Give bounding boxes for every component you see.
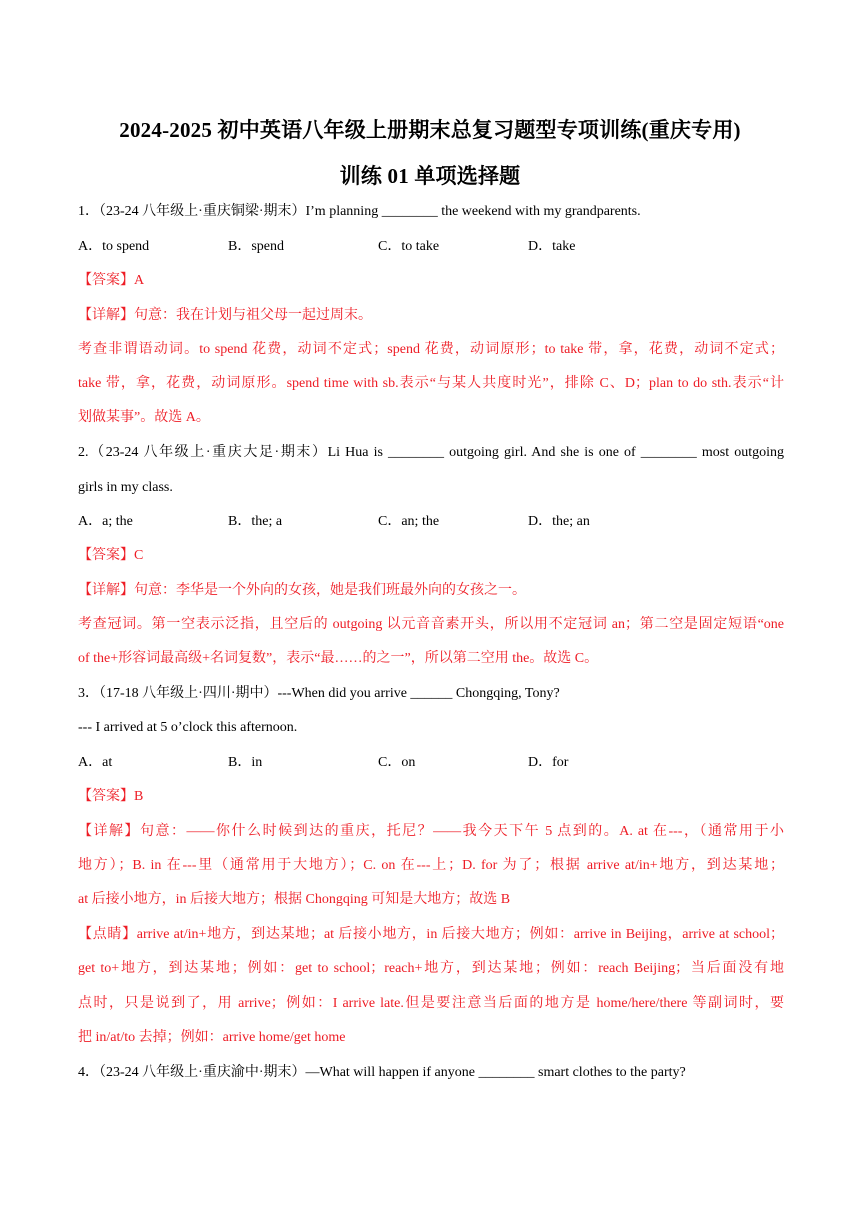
answer-2: 【答案】C [78,548,144,563]
explanation-2-line-2: 考查冠词。第一空表示泛指，且空后的 outgoing 以元音音素开头，所以用不定冠词 an；第二空是固定短语“one [78,617,784,632]
option-b: B．spend [228,239,284,254]
explanation-3-line-2: 地方）；B. in 在---里（通常用于大地方）；C. on 在---上；D. for 为了；根据 arrive at/in+地方，到达某地； [78,858,784,873]
explanation-3-line-3: at 后接小地方，in 后接大地方；根据 Chongqing 可知是大地方；故选 B [78,892,511,907]
option-b: B．in [228,755,263,770]
question-2-stem-line-1: 2.（23-24 八年级上·重庆大足·期末）Li Hua is ________ outgoing girl. And she is one of ________ most outgoing [78,445,784,460]
note-3-line-1: 【点睛】arrive at/in+地方，到达某地；at 后接小地方，in 后接大地方；例如：arrive in Beijing，arrive at school； [78,927,784,942]
question-4-stem: 4．（23-24 八年级上·重庆渝中·期末）—What will happen if anyone ________ smart clothes to the party? [78,1065,686,1080]
question-3-stem-line-1: 3．（17-18 八年级上·四川·期中）---When did you arrive ______ Chongqing, Tony? [78,686,560,701]
option-a: A．a; the [78,514,133,529]
option-c: C．on [378,755,416,770]
question-2-stem-line-2: girls in my class. [78,480,173,495]
document-subtitle: 训练 01 单项选择题 [339,164,521,188]
question-1-stem: 1．（23-24 八年级上·重庆铜梁·期末）I’m planning ________ the weekend with my grandparents. [78,204,641,219]
explanation-3-line-1: 【详解】句意：——你什么时候到达的重庆，托尼？——我今天下午 5 点到的。A. at 在---，（通常用于小 [78,824,784,839]
explanation-2-line-1: 【详解】句意：李华是一个外向的女孩，她是我们班最外向的女孩之一。 [78,583,526,598]
option-d: D．take [528,239,576,254]
option-d: D．the; an [528,514,590,529]
note-3-line-4: 把 in/at/to 去掉；例如：arrive home/get home [78,1030,346,1045]
answer-1: 【答案】A [78,273,145,288]
explanation-1-line-3: take 带，拿，花费，动词原形。spend time with sb.表示“与某人共度时光”，排除 C、D；plan to do sth.表示“计 [78,376,784,391]
explanation-1-line-2: 考查非谓语动词。to spend 花费，动词不定式；spend 花费，动词原形；to take 带，拿，花费，动词不定式； [78,342,784,357]
answer-3: 【答案】B [78,789,144,804]
document-title: 2024-2025 初中英语八年级上册期末总复习题型专项训练(重庆专用) [119,118,741,142]
option-a: A．at [78,755,113,770]
note-3-line-3: 点时，只是说到了，用 arrive；例如：I arrive late.但是要注意当后面的地方是 home/here/there 等副词时，要 [78,996,784,1011]
option-a: A．to spend [78,239,150,254]
option-c: C．an; the [378,514,440,529]
explanation-1-line-4: 划做某事”。故选 A。 [78,410,210,425]
option-d: D．for [528,755,569,770]
note-3-line-2: get to+地方，到达某地；例如：get to school；reach+地方，到达某地；例如：reach Beijing；当后面没有地 [78,961,784,976]
explanation-1-line-1: 【详解】句意：我在计划与祖父母一起过周末。 [78,308,372,323]
option-b: B．the; a [228,514,283,529]
explanation-2-line-3: of the+形容词最高级+名词复数”，表示“最……的之一”，所以第二空用 the。故选 C。 [78,651,599,666]
question-3-stem-line-2: --- I arrived at 5 o’clock this afternoon. [78,720,298,735]
option-c: C．to take [378,239,440,254]
